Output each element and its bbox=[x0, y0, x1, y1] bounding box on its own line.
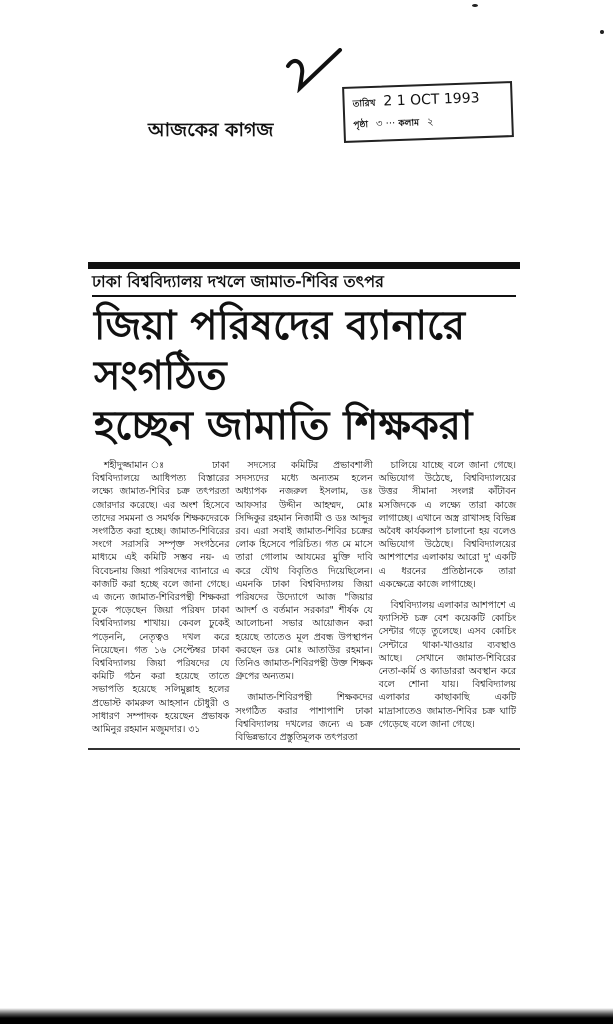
article-body bbox=[88, 459, 520, 744]
paragraph: সদস্যের কমিটির প্রভাবশালী সদস্যদের মধ্যে অন্যতম হলেন অধ্যাপক নজরুল ইসলাম, ডঃ আফসার উদ্দীন আহম্মদ, মোঃ সিদ্দিকুর রহমান নিজামী ও ডঃ আব্দুর রব। এরা সবাই জামাত-শিবির চক্রের লোক হিসেবে পরিচিত। গত মে মাসে তারা গোলাম আযমের মুক্তি দাবি করে যৌথ বিবৃতিও দিয়েছিলেন। এমনকি ঢাকা বিশ্ববিদ্যালয় জিয়া পরিষদের উদ্যোগে আজ "জিয়ার আদর্শ ও বর্তমান সরকার" শীর্ষক যে আলোচনা সভার আয়োজন করা হয়েছে তাতেও মূল প্রবন্ধ উপস্থাপন করছেন ডঃ মোঃ আতাউর রহমান। তিনিও জামাত-শিবিরপন্থী উক্ত শিক্ষক গ্রুপের অন্যতম। bbox=[235, 460, 373, 683]
paragraph: চালিয়ে যাচ্ছে বলে জানা গেছে। অভিযোগ উঠেছে, বিশ্ববিদ্যালয়ের উত্তর সীমানা সংলগ্ন কাঁটাবন মসজিদকে এ লক্ষ্যে তারা কাজে লাগাচ্ছে। এখানে অস্ত্র রাখাসহ বিভিন্ন অবৈধ কার্যকলাপ চালানো হয় বলেও অভিযোগ উঠেছে। বিশ্ববিদ্যালয়ের আশপাশের এলাকায় আরো দু' একটি এ ধরনের প্রতিষ্ঠানকে তারা একক্ষেত্রে কাজে লাগাচ্ছে। bbox=[378, 460, 516, 590]
paragraph: জামাত-শিবিরপন্থী শিক্ষকদের সংগঠিত করার পাশাপাশি ঢাকা বিশ্ববিদ্যালয় দখলের জন্যে এ চক্র বিভিন্নভাবে প্রস্তুতিমূলক তৎপরতা bbox=[235, 692, 373, 744]
scan-edge bbox=[0, 1008, 613, 1024]
headline-line-1: জিয়া পরিষদের ব্যানারে সংগঠিত bbox=[94, 303, 465, 399]
newspaper-name: আজকের কাগজ bbox=[148, 119, 274, 141]
date-label: তারিখ bbox=[352, 98, 376, 110]
top-rule bbox=[88, 262, 520, 269]
article-column-2 bbox=[235, 459, 372, 744]
bottom-rule bbox=[88, 748, 520, 750]
stamp-page: ৩ bbox=[375, 118, 383, 130]
date-stamp: তারিখ 2 1 OCT 1993 পৃষ্ঠা ৩ ··· কলাম ২ bbox=[342, 81, 514, 143]
checkmark-icon bbox=[284, 48, 344, 93]
news-article bbox=[88, 262, 520, 750]
paragraph: শহীদুজ্জামান ঃ ঢাকা বিশ্ববিদ্যালয়ে আধিপত্য বিস্তারের লক্ষ্যে জামাত-শিবির চক্র তৎপরতা জোরদার করেছে। এর অংশ হিসেবে তাদের সমমনা ও সমর্থক শিক্ষকদেরকে সংগঠিত করা হচ্ছে। জামাত-শিবিরের সংগে সরাসরি সম্পৃক্ত সংগঠনের মাধ্যমে এই কমিটি সম্ভব নয়- এ বিবেচনায় জিয়া পরিষদের ব্যানারে এ কাজটি করা হচ্ছে বলে জানা গেছে। এ জন্যে জামাত-শিবিরপন্থী শিক্ষকরা ঢুকে পড়েছেন জিয়া পরিষদ ঢাকা বিশ্ববিদ্যালয় শাখায়। কেবল ঢুকেই পড়েননি, নেতৃত্বও দখল করে নিয়েছেন। গত ১৬ সেপ্টেম্বর ঢাকা বিশ্ববিদ্যালয় জিয়া পরিষদের যে কমিটি গঠন করা হয়েছে তাতে সভাপতি হয়েছে সলিমুল্লাহ হলের প্রভোস্ট কামরুল আহসান চৌধুরী ও সাধারণ সম্পাদক হয়েছেন প্রভাষক আমিনুর রহমান মজুমদার। ৩১ bbox=[92, 460, 230, 736]
article-column-1 bbox=[92, 459, 229, 744]
article-column-3 bbox=[379, 459, 516, 744]
scan-speck bbox=[600, 30, 604, 34]
stamp-column: ২ bbox=[426, 116, 434, 129]
page-label: পৃষ্ঠা bbox=[353, 120, 369, 131]
stamp-date: 2 1 OCT 1993 bbox=[383, 90, 480, 110]
scan-speck bbox=[472, 4, 478, 7]
article-kicker: ঢাকা বিশ্ববিদ্যালয় দখলে জামাত-শিবির তৎপর bbox=[92, 272, 384, 291]
headline-line-2: হচ্ছেন জামাতি শিক্ষকরা bbox=[94, 403, 473, 449]
article-headline bbox=[88, 297, 520, 459]
paragraph: বিশ্ববিদ্যালয় এলাকার আশপাশে এ ফ্যাসিস্ট চক্র বেশ কয়েকটি কোচিং সেন্টার গড়ে তুলেছে। এসব কোচিং সেন্টারে থাকা-খাওয়ার ব্যবস্থাও আছে। সেখানে জামাত-শিবিরের নেতা-কর্মি ও ক্যাডাররা অবস্থান করে বলে শোনা যায়। বিশ্ববিদ্যালয় এলাকার কাছাকাছি একটি মাদ্রাসাতেও জামাত-শিবির চক্র ঘাটি গেড়েছে বলে জানা গেছে। bbox=[378, 600, 516, 730]
column-label: কলাম bbox=[398, 118, 420, 130]
